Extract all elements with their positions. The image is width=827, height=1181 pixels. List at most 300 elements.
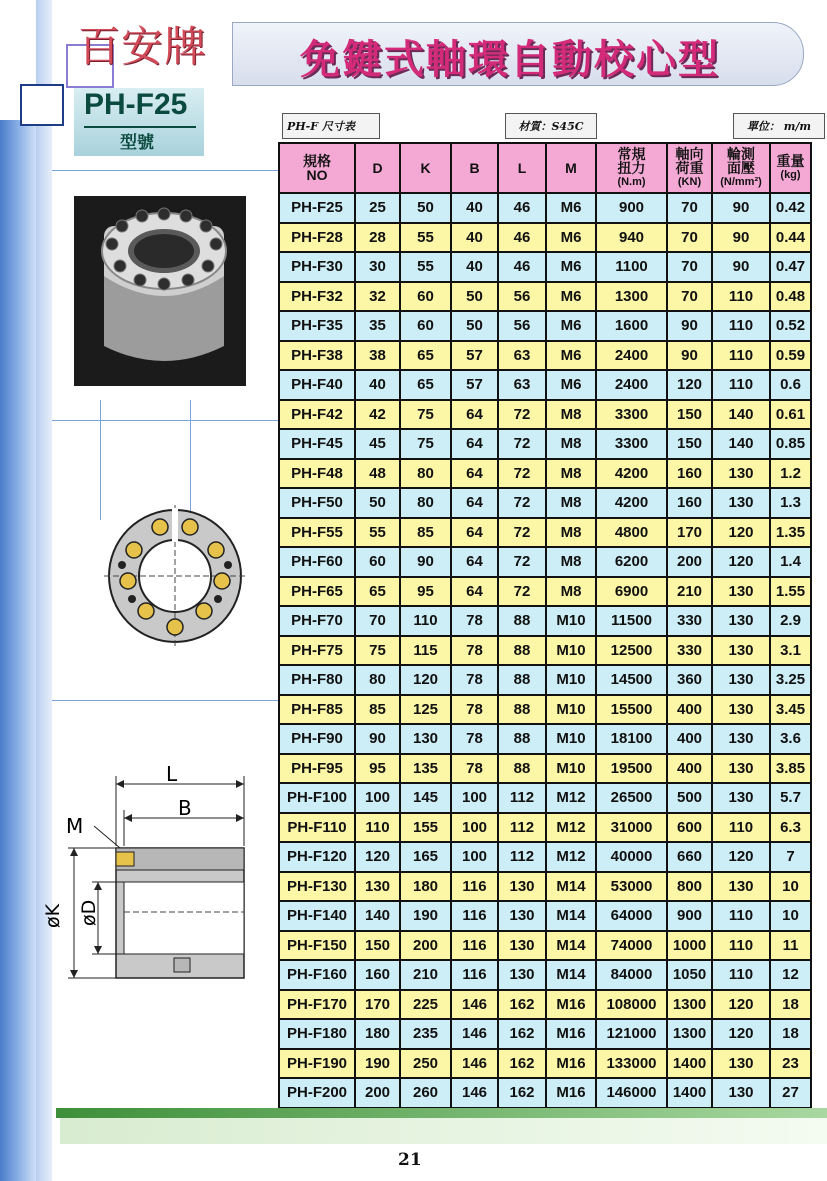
value-cell: 2.9 xyxy=(770,606,811,636)
value-cell: 65 xyxy=(355,577,400,607)
value-cell: M8 xyxy=(546,488,596,518)
value-cell: 800 xyxy=(667,872,712,902)
table-row xyxy=(279,252,811,282)
value-cell: 330 xyxy=(667,606,712,636)
value-cell: 78 xyxy=(451,695,498,725)
value-cell: 38 xyxy=(355,341,400,371)
value-cell: 1.55 xyxy=(770,577,811,607)
value-cell: 0.6 xyxy=(770,370,811,400)
header-cell: 重量 (kg) xyxy=(770,143,811,193)
value-cell: 78 xyxy=(451,636,498,666)
value-cell: 88 xyxy=(498,636,546,666)
value-cell: M12 xyxy=(546,783,596,813)
unit-label: 單位： m/m xyxy=(746,120,812,133)
value-cell: 95 xyxy=(400,577,451,607)
table-row xyxy=(279,370,811,400)
value-cell: 18 xyxy=(770,1019,811,1049)
value-cell: 1050 xyxy=(667,960,712,990)
value-cell: 55 xyxy=(400,252,451,282)
model-cell: PH-F90 xyxy=(279,724,355,754)
table-row xyxy=(279,1049,811,1079)
value-cell: 100 xyxy=(355,783,400,813)
value-cell: 85 xyxy=(400,518,451,548)
value-cell: 45 xyxy=(355,429,400,459)
value-cell: 170 xyxy=(667,518,712,548)
value-cell: M10 xyxy=(546,695,596,725)
value-cell: 70 xyxy=(667,223,712,253)
value-cell: 72 xyxy=(498,400,546,430)
value-cell: 64 xyxy=(451,459,498,489)
value-cell: 162 xyxy=(498,990,546,1020)
table-row xyxy=(279,783,811,813)
value-cell: 400 xyxy=(667,724,712,754)
value-cell: 50 xyxy=(451,311,498,341)
value-cell: 0.47 xyxy=(770,252,811,282)
footer-light-bar xyxy=(60,1118,827,1144)
value-cell: 115 xyxy=(400,636,451,666)
value-cell: 78 xyxy=(451,754,498,784)
value-cell: 116 xyxy=(451,901,498,931)
value-cell: 78 xyxy=(451,606,498,636)
table-row xyxy=(279,724,811,754)
value-cell: 600 xyxy=(667,813,712,843)
table-row xyxy=(279,960,811,990)
value-cell: M12 xyxy=(546,813,596,843)
value-cell: 162 xyxy=(498,1019,546,1049)
value-cell: 330 xyxy=(667,636,712,666)
left-blue-bar xyxy=(0,120,36,1181)
value-cell: 1.4 xyxy=(770,547,811,577)
value-cell: 162 xyxy=(498,1078,546,1108)
value-cell: 130 xyxy=(712,783,770,813)
value-cell: 0.52 xyxy=(770,311,811,341)
value-cell: 88 xyxy=(498,606,546,636)
header-cell: B xyxy=(451,143,498,193)
value-cell: 60 xyxy=(400,282,451,312)
value-cell: 1.2 xyxy=(770,459,811,489)
coupling-photo-illustration xyxy=(74,196,246,386)
value-cell: 31000 xyxy=(596,813,667,843)
table-row xyxy=(279,990,811,1020)
value-cell: 27 xyxy=(770,1078,811,1108)
value-cell: 7 xyxy=(770,842,811,872)
value-cell: 110 xyxy=(400,606,451,636)
value-cell: 35 xyxy=(355,311,400,341)
value-cell: M6 xyxy=(546,370,596,400)
value-cell: 90 xyxy=(667,311,712,341)
value-cell: 250 xyxy=(400,1049,451,1079)
value-cell: 120 xyxy=(712,547,770,577)
value-cell: 146000 xyxy=(596,1078,667,1108)
value-cell: 140 xyxy=(712,429,770,459)
value-cell: 40000 xyxy=(596,842,667,872)
value-cell: M10 xyxy=(546,724,596,754)
value-cell: 110 xyxy=(712,311,770,341)
model-cell: PH-F65 xyxy=(279,577,355,607)
value-cell: 64 xyxy=(451,577,498,607)
value-cell: 64 xyxy=(451,429,498,459)
front-view-drawing xyxy=(104,505,246,647)
value-cell: M10 xyxy=(546,754,596,784)
value-cell: 6.3 xyxy=(770,813,811,843)
value-cell: 10 xyxy=(770,901,811,931)
value-cell: 140 xyxy=(355,901,400,931)
model-cell: PH-F85 xyxy=(279,695,355,725)
table-header-row xyxy=(279,143,811,193)
value-cell: 110 xyxy=(355,813,400,843)
grid-line xyxy=(190,400,191,520)
value-cell: 40 xyxy=(355,370,400,400)
value-cell: 72 xyxy=(498,547,546,577)
value-cell: 40 xyxy=(451,252,498,282)
value-cell: 3.6 xyxy=(770,724,811,754)
table-name: PH-F 尺寸表 xyxy=(287,120,355,133)
value-cell: 1300 xyxy=(596,282,667,312)
value-cell: 46 xyxy=(498,252,546,282)
value-cell: 74000 xyxy=(596,931,667,961)
value-cell: 900 xyxy=(596,193,667,223)
value-cell: 40 xyxy=(451,193,498,223)
value-cell: 400 xyxy=(667,754,712,784)
table-row xyxy=(279,606,811,636)
value-cell: 146 xyxy=(451,1078,498,1108)
value-cell: 133000 xyxy=(596,1049,667,1079)
value-cell: 25 xyxy=(355,193,400,223)
value-cell: 88 xyxy=(498,695,546,725)
value-cell: 1600 xyxy=(596,311,667,341)
value-cell: 12500 xyxy=(596,636,667,666)
value-cell: 80 xyxy=(400,459,451,489)
value-cell: 88 xyxy=(498,665,546,695)
value-cell: 146 xyxy=(451,1019,498,1049)
spec-table-body xyxy=(279,193,811,1108)
page-title: 免鍵式軸環自動校心型 xyxy=(300,37,720,83)
value-cell: 210 xyxy=(400,960,451,990)
value-cell: 72 xyxy=(498,429,546,459)
value-cell: 190 xyxy=(355,1049,400,1079)
table-row xyxy=(279,488,811,518)
value-cell: 18100 xyxy=(596,724,667,754)
value-cell: 1400 xyxy=(667,1049,712,1079)
value-cell: M6 xyxy=(546,341,596,371)
value-cell: 14500 xyxy=(596,665,667,695)
value-cell: M6 xyxy=(546,193,596,223)
model-cell: PH-F130 xyxy=(279,872,355,902)
value-cell: 4200 xyxy=(596,459,667,489)
material-label: 材質：S45C xyxy=(518,120,584,133)
value-cell: 155 xyxy=(400,813,451,843)
value-cell: M8 xyxy=(546,518,596,548)
value-cell: 60 xyxy=(355,547,400,577)
table-row xyxy=(279,282,811,312)
value-cell: 130 xyxy=(712,754,770,784)
header-cell: D xyxy=(355,143,400,193)
value-cell: 3.45 xyxy=(770,695,811,725)
value-cell: 3.85 xyxy=(770,754,811,784)
table-row xyxy=(279,665,811,695)
model-subtitle: 型號 xyxy=(120,133,154,152)
model-cell: PH-F150 xyxy=(279,931,355,961)
table-row xyxy=(279,518,811,548)
value-cell: 6200 xyxy=(596,547,667,577)
value-cell: 0.61 xyxy=(770,400,811,430)
value-cell: 64 xyxy=(451,488,498,518)
value-cell: 125 xyxy=(400,695,451,725)
value-cell: 55 xyxy=(355,518,400,548)
value-cell: 3.1 xyxy=(770,636,811,666)
value-cell: 63 xyxy=(498,341,546,371)
model-cell: PH-F42 xyxy=(279,400,355,430)
value-cell: 200 xyxy=(355,1078,400,1108)
value-cell: 108000 xyxy=(596,990,667,1020)
value-cell: 110 xyxy=(712,370,770,400)
value-cell: 4800 xyxy=(596,518,667,548)
value-cell: 116 xyxy=(451,931,498,961)
value-cell: 53000 xyxy=(596,872,667,902)
model-cell: PH-F110 xyxy=(279,813,355,843)
value-cell: 121000 xyxy=(596,1019,667,1049)
model-name: PH-F25 xyxy=(84,88,188,121)
value-cell: 65 xyxy=(400,341,451,371)
dimension-label-k: øK xyxy=(42,903,64,928)
table-row xyxy=(279,931,811,961)
value-cell: 85 xyxy=(355,695,400,725)
model-cell: PH-F200 xyxy=(279,1078,355,1108)
value-cell: 190 xyxy=(400,901,451,931)
value-cell: 70 xyxy=(667,282,712,312)
value-cell: 940 xyxy=(596,223,667,253)
value-cell: 1300 xyxy=(667,1019,712,1049)
value-cell: 110 xyxy=(712,341,770,371)
value-cell: 64 xyxy=(451,518,498,548)
value-cell: 26500 xyxy=(596,783,667,813)
header-cell: 軸向 荷重 (KN) xyxy=(667,143,712,193)
model-square-decor xyxy=(20,84,64,126)
table-row xyxy=(279,341,811,371)
value-cell: 180 xyxy=(400,872,451,902)
value-cell: 130 xyxy=(712,724,770,754)
value-cell: M8 xyxy=(546,400,596,430)
value-cell: 56 xyxy=(498,282,546,312)
value-cell: 150 xyxy=(667,429,712,459)
table-row xyxy=(279,459,811,489)
model-cell: PH-F190 xyxy=(279,1049,355,1079)
value-cell: 100 xyxy=(451,842,498,872)
value-cell: 90 xyxy=(355,724,400,754)
table-row xyxy=(279,223,811,253)
value-cell: 120 xyxy=(712,1019,770,1049)
value-cell: M6 xyxy=(546,282,596,312)
value-cell: 90 xyxy=(712,193,770,223)
value-cell: M10 xyxy=(546,606,596,636)
value-cell: 90 xyxy=(667,341,712,371)
value-cell: 130 xyxy=(712,577,770,607)
model-cell: PH-F80 xyxy=(279,665,355,695)
side-view-drawing xyxy=(54,762,254,998)
value-cell: 70 xyxy=(667,193,712,223)
value-cell: 64000 xyxy=(596,901,667,931)
model-cell: PH-F25 xyxy=(279,193,355,223)
value-cell: M14 xyxy=(546,901,596,931)
model-cell: PH-F32 xyxy=(279,282,355,312)
value-cell: 130 xyxy=(498,931,546,961)
value-cell: 11500 xyxy=(596,606,667,636)
value-cell: 100 xyxy=(451,813,498,843)
brand-name: 百安牌 xyxy=(78,22,208,71)
value-cell: 12 xyxy=(770,960,811,990)
value-cell: 15500 xyxy=(596,695,667,725)
value-cell: 57 xyxy=(451,370,498,400)
value-cell: 65 xyxy=(400,370,451,400)
value-cell: 145 xyxy=(400,783,451,813)
value-cell: 72 xyxy=(498,488,546,518)
model-cell: PH-F60 xyxy=(279,547,355,577)
value-cell: 200 xyxy=(667,547,712,577)
model-cell: PH-F120 xyxy=(279,842,355,872)
value-cell: M6 xyxy=(546,252,596,282)
value-cell: M16 xyxy=(546,1019,596,1049)
value-cell: 3.25 xyxy=(770,665,811,695)
value-cell: 130 xyxy=(712,488,770,518)
footer-green-bar xyxy=(56,1108,827,1118)
model-cell: PH-F160 xyxy=(279,960,355,990)
value-cell: 130 xyxy=(712,636,770,666)
header-cell: 輪測 面壓 (N/mm²) xyxy=(712,143,770,193)
value-cell: 78 xyxy=(451,665,498,695)
value-cell: 78 xyxy=(451,724,498,754)
value-cell: 88 xyxy=(498,724,546,754)
model-cell: PH-F95 xyxy=(279,754,355,784)
value-cell: 112 xyxy=(498,813,546,843)
value-cell: 130 xyxy=(400,724,451,754)
value-cell: 2400 xyxy=(596,341,667,371)
value-cell: 72 xyxy=(498,577,546,607)
value-cell: 146 xyxy=(451,990,498,1020)
value-cell: 130 xyxy=(712,459,770,489)
value-cell: 50 xyxy=(451,282,498,312)
value-cell: 30 xyxy=(355,252,400,282)
value-cell: 110 xyxy=(712,813,770,843)
value-cell: 1.3 xyxy=(770,488,811,518)
value-cell: M8 xyxy=(546,577,596,607)
value-cell: 900 xyxy=(667,901,712,931)
value-cell: 110 xyxy=(712,901,770,931)
value-cell: 18 xyxy=(770,990,811,1020)
value-cell: 130 xyxy=(712,872,770,902)
value-cell: M10 xyxy=(546,665,596,695)
left-light-bar xyxy=(36,0,52,1181)
value-cell: 0.59 xyxy=(770,341,811,371)
value-cell: M6 xyxy=(546,311,596,341)
value-cell: 1400 xyxy=(667,1078,712,1108)
value-cell: 120 xyxy=(667,370,712,400)
value-cell: 165 xyxy=(400,842,451,872)
grid-line xyxy=(52,700,278,701)
table-row xyxy=(279,1019,811,1049)
value-cell: 42 xyxy=(355,400,400,430)
table-row xyxy=(279,311,811,341)
unit-box xyxy=(733,113,825,139)
value-cell: 110 xyxy=(712,282,770,312)
value-cell: 64 xyxy=(451,547,498,577)
dimension-label-b: B xyxy=(178,796,192,820)
value-cell: 90 xyxy=(712,223,770,253)
value-cell: 28 xyxy=(355,223,400,253)
value-cell: M14 xyxy=(546,960,596,990)
value-cell: 32 xyxy=(355,282,400,312)
header-cell: 常規 扭力 (N.m) xyxy=(596,143,667,193)
value-cell: 150 xyxy=(667,400,712,430)
grid-line xyxy=(52,170,278,171)
value-cell: 160 xyxy=(667,459,712,489)
model-cell: PH-F50 xyxy=(279,488,355,518)
spec-table xyxy=(278,142,812,1109)
table-name-box xyxy=(282,113,380,139)
value-cell: 120 xyxy=(400,665,451,695)
value-cell: 150 xyxy=(355,931,400,961)
value-cell: 46 xyxy=(498,193,546,223)
model-cell: PH-F100 xyxy=(279,783,355,813)
model-cell: PH-F180 xyxy=(279,1019,355,1049)
model-cell: PH-F38 xyxy=(279,341,355,371)
value-cell: 116 xyxy=(451,872,498,902)
value-cell: 64 xyxy=(451,400,498,430)
model-cell: PH-F140 xyxy=(279,901,355,931)
header-cell: L xyxy=(498,143,546,193)
value-cell: M8 xyxy=(546,429,596,459)
model-cell: PH-F48 xyxy=(279,459,355,489)
value-cell: 75 xyxy=(400,429,451,459)
value-cell: 1000 xyxy=(667,931,712,961)
value-cell: M6 xyxy=(546,223,596,253)
value-cell: 80 xyxy=(400,488,451,518)
value-cell: 0.42 xyxy=(770,193,811,223)
model-cell: PH-F28 xyxy=(279,223,355,253)
value-cell: 6900 xyxy=(596,577,667,607)
value-cell: 57 xyxy=(451,341,498,371)
model-cell: PH-F45 xyxy=(279,429,355,459)
model-cell: PH-F40 xyxy=(279,370,355,400)
value-cell: 0.48 xyxy=(770,282,811,312)
value-cell: 46 xyxy=(498,223,546,253)
value-cell: 130 xyxy=(712,1049,770,1079)
material-box xyxy=(505,113,597,139)
model-cell: PH-F30 xyxy=(279,252,355,282)
value-cell: 0.85 xyxy=(770,429,811,459)
value-cell: M16 xyxy=(546,1078,596,1108)
value-cell: M14 xyxy=(546,931,596,961)
product-photo xyxy=(74,196,246,386)
value-cell: 210 xyxy=(667,577,712,607)
value-cell: M10 xyxy=(546,636,596,666)
value-cell: 100 xyxy=(451,783,498,813)
model-cell: PH-F55 xyxy=(279,518,355,548)
value-cell: 1300 xyxy=(667,990,712,1020)
value-cell: 170 xyxy=(355,990,400,1020)
table-row xyxy=(279,193,811,223)
value-cell: M14 xyxy=(546,872,596,902)
header-cell: M xyxy=(546,143,596,193)
value-cell: 50 xyxy=(400,193,451,223)
value-cell: 40 xyxy=(451,223,498,253)
dimension-label-d: øD xyxy=(78,899,100,926)
value-cell: 130 xyxy=(498,872,546,902)
value-cell: 88 xyxy=(498,754,546,784)
model-cell: PH-F170 xyxy=(279,990,355,1020)
table-row xyxy=(279,547,811,577)
value-cell: 95 xyxy=(355,754,400,784)
grid-line xyxy=(100,400,101,520)
